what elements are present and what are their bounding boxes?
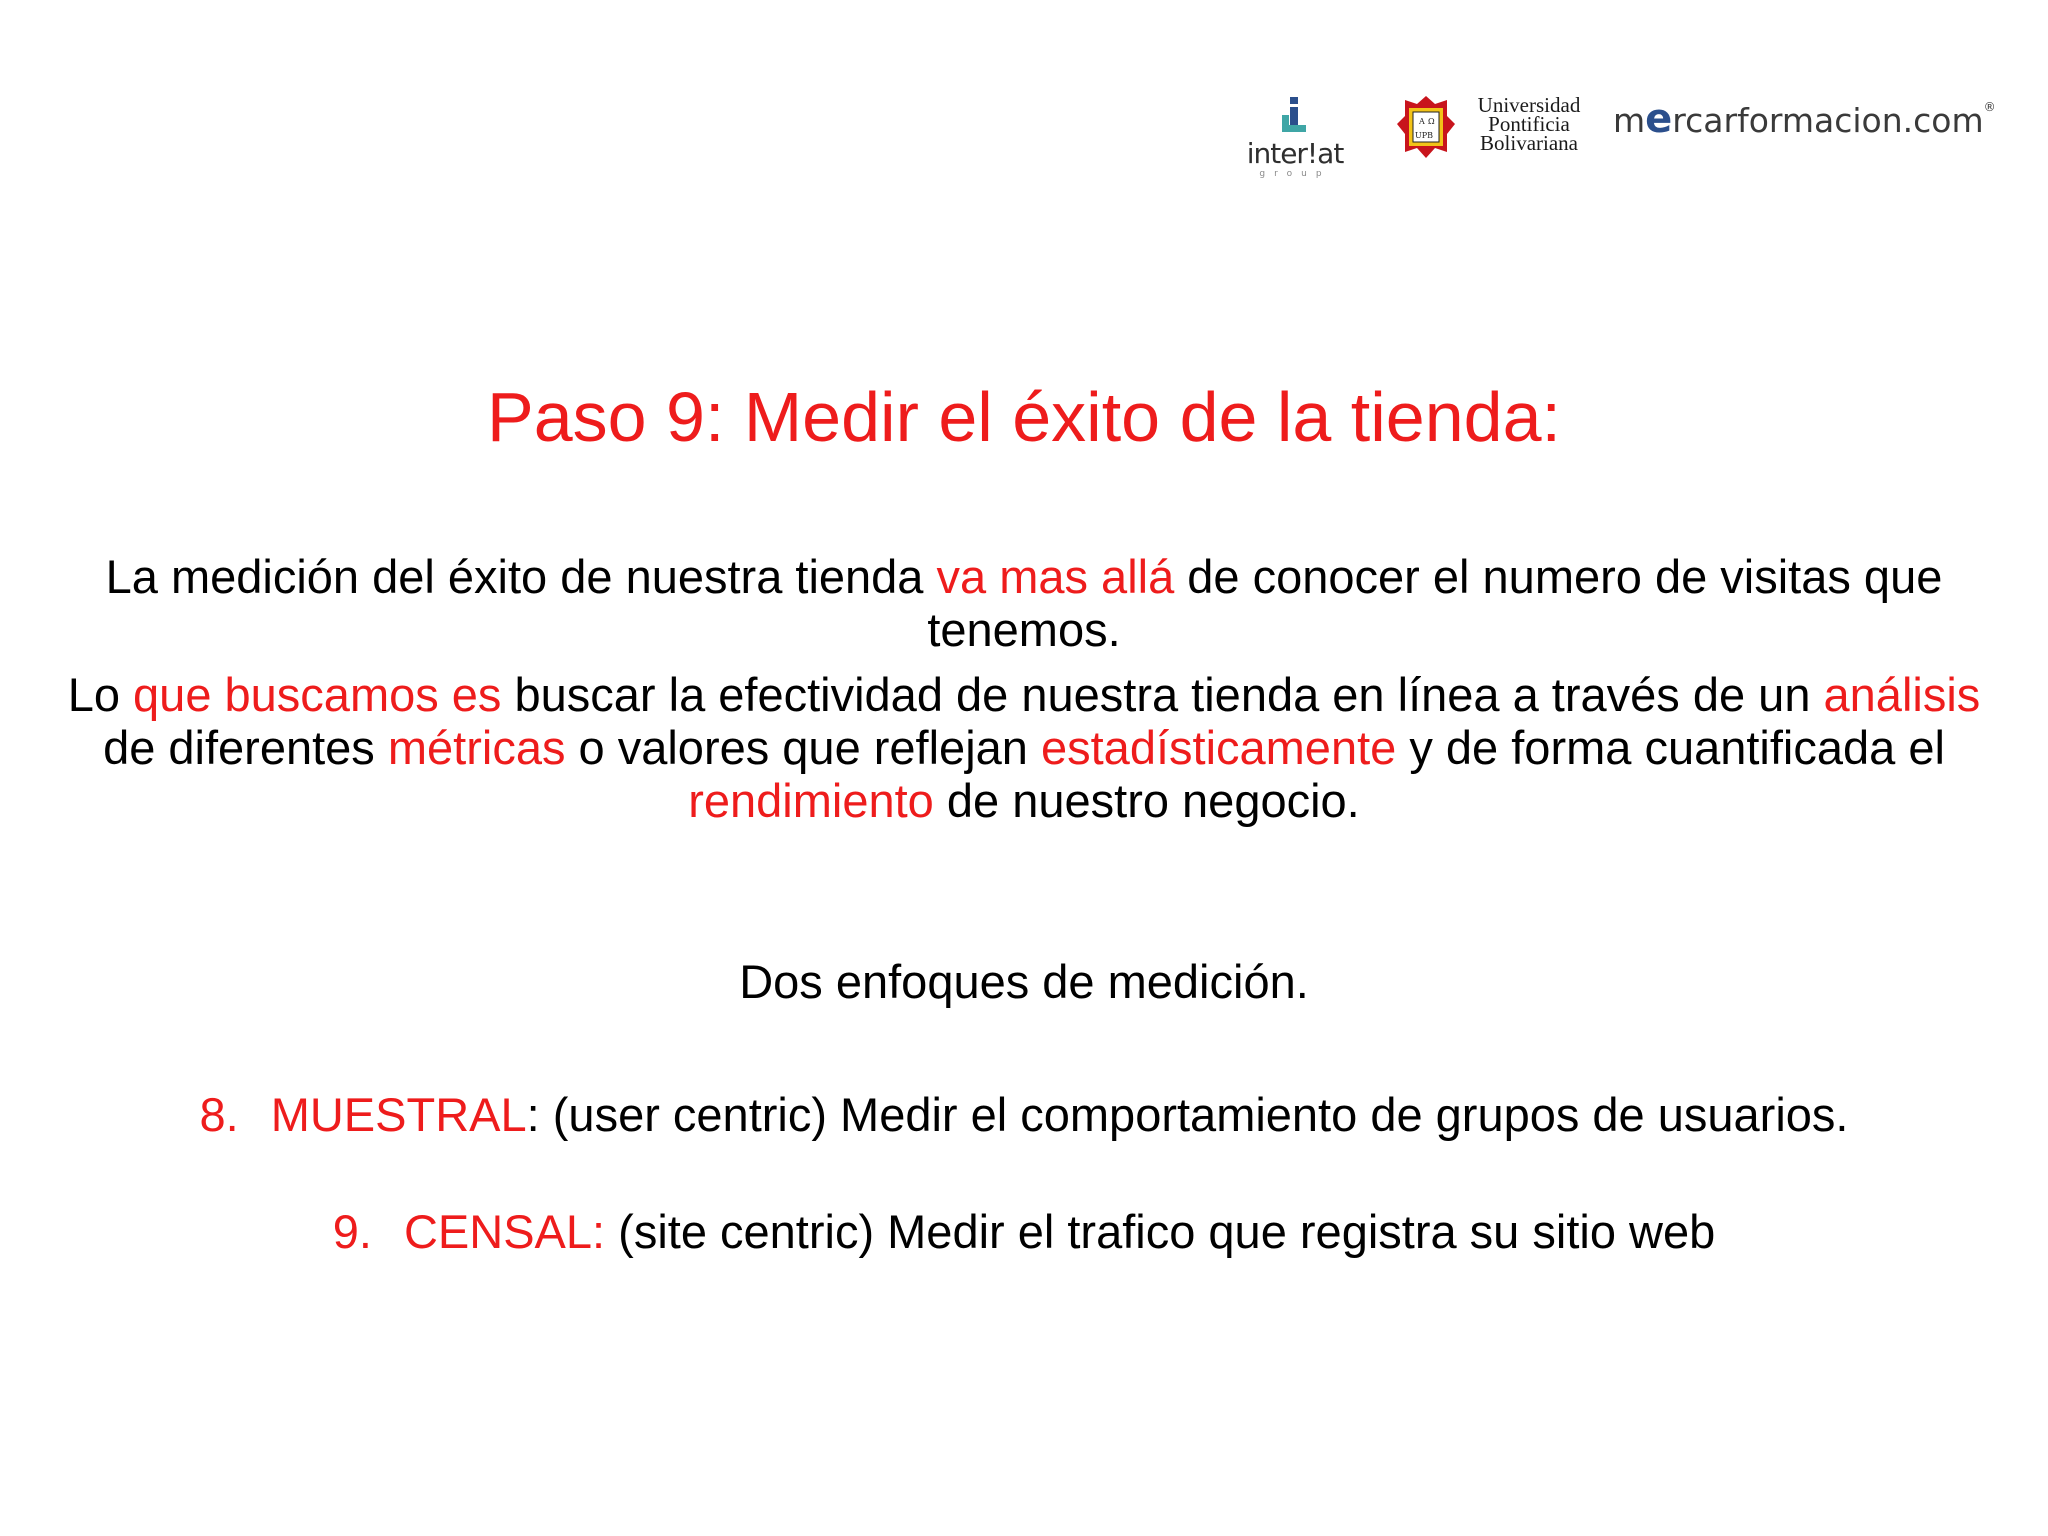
upb-shield-letter-a: A [1419,117,1425,126]
upb-line-3: Bolivariana [1480,131,1578,155]
mercarformacion-logo [1613,96,1996,156]
upb-shield-icon [1395,94,1457,160]
p1-text-a: La medición del éxito de nuestra tienda [105,550,937,603]
logo-bar [1235,92,1995,182]
registered-mark: ® [1983,100,1996,114]
upb-shield-letters-upb: UPB [1415,131,1434,140]
list-number: 9. [332,1205,372,1258]
mercar-prefix: m [1613,101,1646,140]
list-label: MUESTRAL [270,1088,527,1141]
upb-line-2: Pontificia [1488,112,1570,136]
interlat-logo [1235,97,1355,182]
interlat-wordmark: inter!at [1246,137,1344,170]
interlat-mark-icon [1279,97,1309,135]
list-number: 8. [199,1088,239,1141]
slide-title: Paso 9: Medir el éxito de la tienda: [487,378,1561,456]
p2-text-i: y de forma cuantificada el [1396,721,1945,774]
list-item [60,1205,1988,1258]
p2-text-a: Lo [67,668,134,721]
upb-logo [1395,94,1595,164]
p2-text-k: de nuestro negocio. [933,774,1360,827]
paragraph-objective [60,668,1988,827]
p2-text-e: de diferentes [103,721,388,774]
upb-line-1: Universidad [1477,93,1581,117]
interlat-subtitle: group [1259,169,1331,179]
list-item [60,1088,1988,1141]
p2-highlight-f: métricas [387,721,566,774]
paragraph-intro [60,550,1988,656]
p2-text-c: buscar la efectividad de nuestra tienda en línea a través de un [501,668,1824,721]
p1-highlight: va mas allá [936,550,1175,603]
paragraph-approaches: Dos enfoques de medición. [739,955,1309,1008]
mercar-e-mark: e [1645,96,1673,142]
p2-highlight-j: rendimiento [688,774,934,827]
upb-shield-letter-omega: Ω [1428,117,1435,126]
list-text: (site centric) Medir el trafico que registra su sitio web [605,1205,1716,1258]
p2-text-g: o valores que reflejan [565,721,1041,774]
p2-highlight-b: que buscamos es [133,668,502,721]
list-label: CENSAL: [403,1205,606,1258]
p1-text-c: de conocer el numero de visitas que tenemos. [927,550,1943,656]
mercar-rest: rcarformacion.com [1672,101,1984,140]
p2-highlight-d: análisis [1823,668,1981,721]
p2-highlight-h: estadísticamente [1040,721,1397,774]
upb-wordmark [1459,93,1599,155]
list-text: : (user centric) Medir el comportamiento de grupos de usuarios. [526,1088,1849,1141]
